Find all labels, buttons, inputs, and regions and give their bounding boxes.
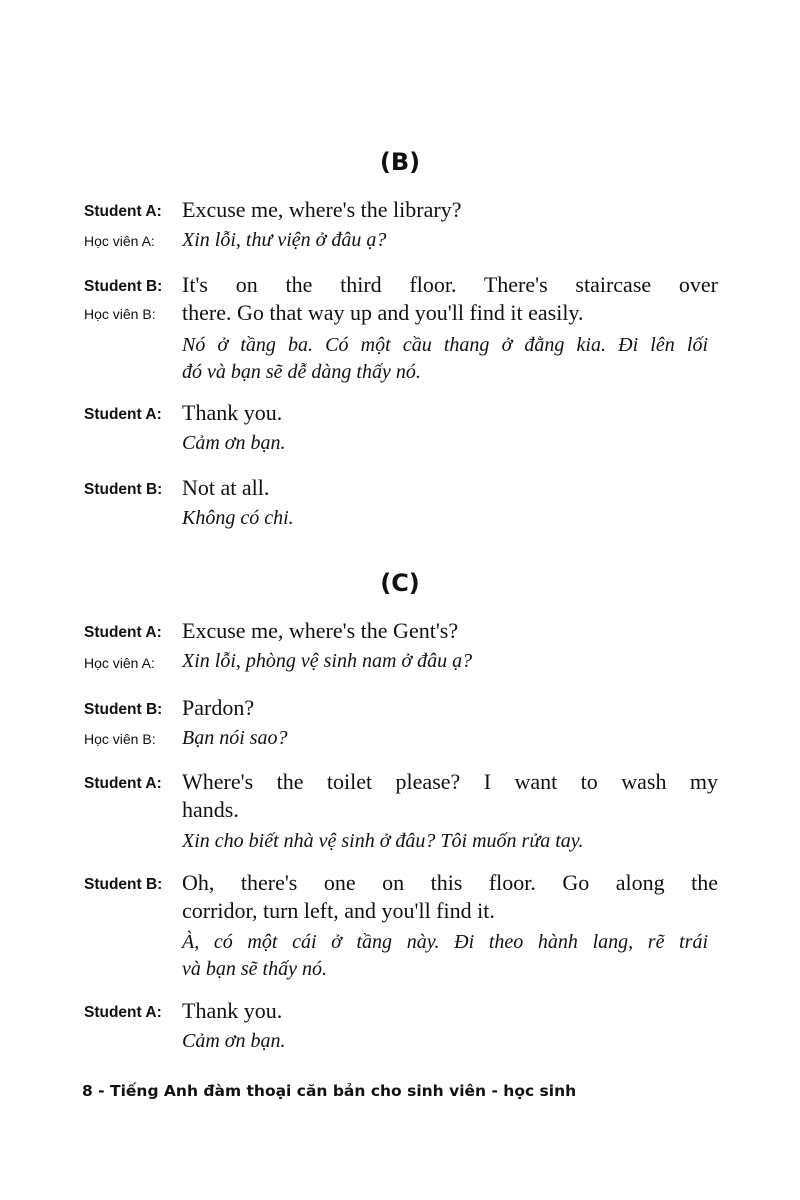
english-line: Thank you. (182, 998, 283, 1023)
section-heading-b: (B) (379, 148, 421, 176)
speaker-label: Student A: (84, 1004, 162, 1021)
speaker-label-vi: Học viên B: (84, 731, 156, 747)
vietnamese-line: Bạn nói sao? (182, 727, 288, 749)
speaker-label: Student B: (84, 876, 163, 893)
english-line: Pardon? (182, 695, 255, 720)
speaker-label: Student A: (84, 775, 162, 792)
speaker-label: Student B: (84, 701, 163, 718)
speaker-label: Student B: (84, 481, 163, 498)
vietnamese-line: đó và bạn sẽ dễ dàng thấy nó. (182, 361, 421, 383)
speaker-label: Student A: (84, 624, 162, 641)
vietnamese-line: Xin lỗi, phòng vệ sinh nam ở đâu ạ? (182, 650, 473, 672)
vietnamese-line: Cảm ơn bạn. (182, 1030, 286, 1052)
page-footer: 8 - Tiếng Anh đàm thoại căn bản cho sinh viên - học sinh (82, 1082, 577, 1100)
speaker-label-vi: Học viên A: (84, 233, 155, 249)
english-line: there. Go that way up and you'll find it easily. (182, 300, 584, 325)
vietnamese-line: Không có chi. (182, 507, 294, 529)
speaker-label: Student B: (84, 278, 163, 295)
english-line: corridor, turn left, and you'll find it. (182, 898, 495, 923)
vietnamese-line: và bạn sẽ thấy nó. (182, 958, 327, 980)
english-line: Oh, there's one on this floor. Go along the (182, 870, 718, 895)
vietnamese-line: Xin cho biết nhà vệ sinh ở đâu? Tôi muốn rửa tay. (182, 830, 584, 852)
vietnamese-line: Xin lỗi, thư viện ở đâu ạ? (182, 229, 387, 251)
speaker-label: Student A: (84, 406, 162, 423)
english-line: Excuse me, where's the library? (182, 197, 462, 222)
english-line: It's on the third floor. There's staircase over (182, 272, 718, 297)
speaker-label-vi: Học viên B: (84, 306, 156, 322)
english-line: Thank you. (182, 400, 283, 425)
vietnamese-line: À, có một cái ở tầng này. Đi theo hành lang, rẽ trái (182, 931, 708, 953)
speaker-label-vi: Học viên A: (84, 655, 155, 671)
english-line: Where's the toilet please? I want to wash my (182, 769, 718, 794)
english-line: Excuse me, where's the Gent's? (182, 618, 459, 643)
english-line: hands. (182, 797, 239, 822)
english-line: Not at all. (182, 475, 270, 500)
section-heading-c: (C) (380, 569, 420, 597)
vietnamese-line: Nó ở tầng ba. Có một cầu thang ở đằng kia. Đi lên lối (182, 334, 708, 356)
vietnamese-line: Cảm ơn bạn. (182, 432, 286, 454)
speaker-label: Student A: (84, 203, 162, 220)
